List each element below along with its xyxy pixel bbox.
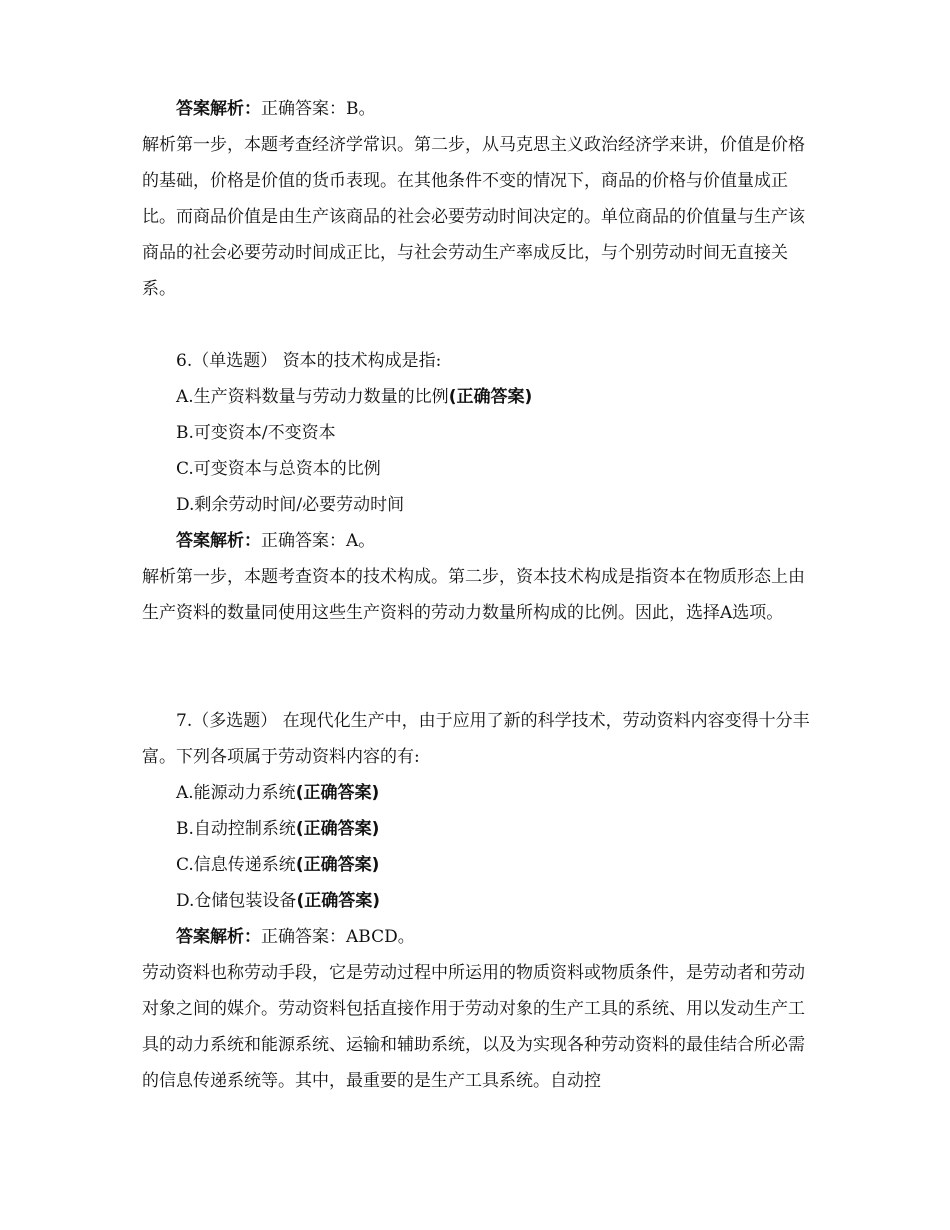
q6-option-d xyxy=(176,487,404,523)
q5-explanation: 解析第一步，本题考查经济学常识。第二步，从马克思主义政治经济学来讲，价值是价格的基础，价格是价值的货币表现。在其他条件不变的情况下，商品的价格与价值量成正比。而商品价值是由生产该商品的社会必要劳动时间决定的。单位商品的价值量与生产该商品的社会必要劳动时间成正比，与社会劳动生产率成反比，与个别劳动时间无直接关系。 xyxy=(142,135,805,299)
q6-option-a-text: A.生产资料数量与劳动力数量的比例 xyxy=(176,387,449,407)
q5-answer-text: 正确答案：B。 xyxy=(261,99,376,119)
q7-answer-line xyxy=(176,919,415,955)
q7-option-a-mark: (正确答案) xyxy=(295,783,380,803)
q5-answer-label: 答案解析： xyxy=(176,99,261,119)
q6-option-a xyxy=(176,379,532,415)
q6-option-b-text: B.可变资本/不变资本 xyxy=(176,423,336,443)
q7-option-d xyxy=(176,883,380,919)
q7-option-d-text: D.仓储包装设备 xyxy=(176,891,297,911)
q7-option-d-mark: (正确答案) xyxy=(296,891,380,911)
q7-option-a xyxy=(176,775,379,811)
q7-option-b-mark: (正确答案) xyxy=(295,819,380,839)
q7-option-c-text: C.信息传递系统 xyxy=(176,855,296,875)
q7-option-c xyxy=(176,847,379,883)
q7-stem: 7.（多选题） 在现代化生产中，由于应用了新的科学技术，劳动资料内容变得十分丰富。下列各项属于劳动资料内容的有: xyxy=(142,711,810,767)
q6-answer-line xyxy=(176,523,375,559)
q7-option-b xyxy=(176,811,379,847)
q7-option-b-text: B.自动控制系统 xyxy=(176,819,296,839)
q6-stem: 6.（单选题） 资本的技术构成是指: xyxy=(176,351,442,371)
q6-explanation: 解析第一步，本题考查资本的技术构成。第二步，资本技术构成是指资本在物质形态上由生产资料的数量同使用这些生产资料的劳动力数量所构成的比例。因此，选择A选项。 xyxy=(142,567,805,623)
q7-explanation: 劳动资料也称劳动手段，它是劳动过程中所运用的物质资料或物质条件，是劳动者和劳动对象之间的媒介。劳动资料包括直接作用于劳动对象的生产工具的系统、用以发动生产工具的动力系统和能源系统、运输和辅助系统，以及为实现各种劳动资料的最佳结合所必需的信息传递系统等。其中，最重要的是生产工具系统。自动控 xyxy=(142,963,805,1091)
q7-option-a-text: A.能源动力系统 xyxy=(176,783,296,803)
q5-answer-line xyxy=(176,91,376,127)
q6-answer-label: 答案解析： xyxy=(176,531,261,551)
q6-option-d-text: D.剩余劳动时间/必要劳动时间 xyxy=(176,495,405,515)
q6-option-b xyxy=(176,415,336,451)
q7-answer-text: 正确答案：ABCD。 xyxy=(261,927,415,947)
q7-option-c-mark: (正确答案) xyxy=(295,855,380,875)
q6-answer-text: 正确答案：A。 xyxy=(261,531,376,551)
q7-answer-label: 答案解析： xyxy=(176,927,261,947)
q6-option-c xyxy=(176,451,381,487)
q6-option-c-text: C.可变资本与总资本的比例 xyxy=(176,459,381,479)
q6-option-a-mark: (正确答案) xyxy=(448,387,533,407)
